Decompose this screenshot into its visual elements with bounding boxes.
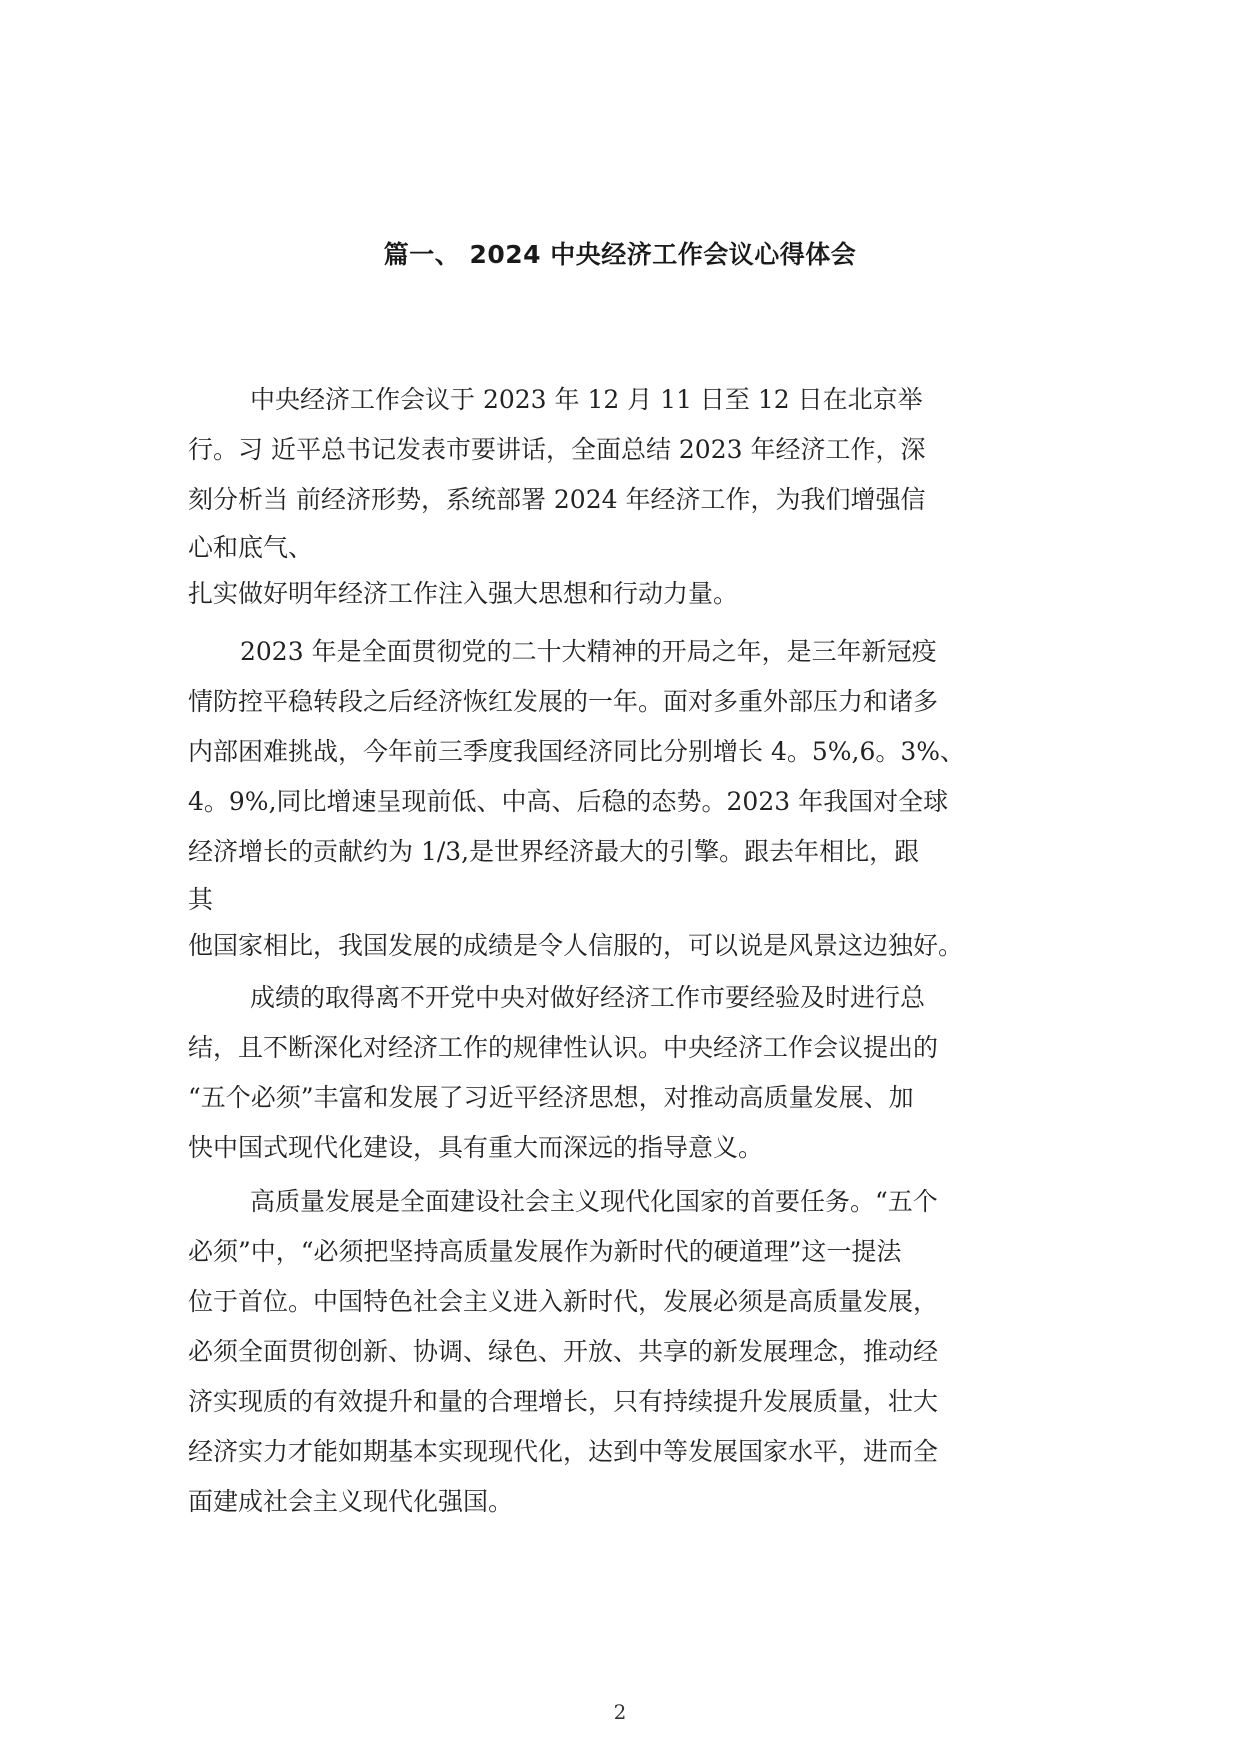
paragraph-line: 4。9%,同比增速呈现前低、中高、后稳的态势。2023 年我国对全球 bbox=[188, 787, 949, 816]
paragraph-line: 济实现质的有效提升和量的合理增长，只有持续提升发展质量，壮大 bbox=[188, 1387, 939, 1416]
page-number: 2 bbox=[613, 1700, 627, 1724]
paragraph-4 bbox=[188, 1177, 1048, 1527]
paragraph-line: 必须”中，“必须把坚持高质量发展作为新时代的硬道理”这一提法 bbox=[188, 1237, 902, 1266]
paragraph-line: 经济增长的贡献约为 1/3,是世界经济最大的引擎。跟去年相比，跟 bbox=[188, 837, 920, 866]
paragraph-line: 结，且不断深化对经济工作的规律性认识。中央经济工作会议提出的 bbox=[188, 1033, 939, 1062]
paragraph-line: 心和底气、 bbox=[188, 533, 314, 562]
paragraph-line: 快中国式现代化建设，具有重大而深远的指导意义。 bbox=[188, 1133, 764, 1162]
paragraph-line: 2023 年是全面贯彻党的二十大精神的开局之年，是三年新冠疫 bbox=[240, 637, 937, 666]
paragraph-line: 位于首位。中国特色社会主义进入新时代，发展必须是高质量发展， bbox=[188, 1287, 939, 1316]
paragraph-line: 面建成社会主义现代化强国。 bbox=[188, 1487, 514, 1516]
paragraph-line: 成绩的取得离不开党中央对做好经济工作市要经验及时进行总 bbox=[250, 983, 926, 1012]
paragraph-line: 其 bbox=[188, 885, 214, 914]
paragraph-line: “五个必须”丰富和发展了习近平经济思想，对推动高质量发展、加 bbox=[188, 1083, 914, 1112]
paragraph-line: 必须全面贯彻创新、协调、绿色、开放、共享的新发展理念，推动经 bbox=[188, 1337, 939, 1366]
paragraph-line: 扎实做好明年经济工作注入强大思想和行动力量。 bbox=[188, 579, 739, 608]
document-title: 篇一、 2024 中央经济工作会议心得体会 bbox=[383, 240, 857, 269]
paragraph-3 bbox=[188, 973, 1048, 1173]
paragraph-2 bbox=[188, 627, 1048, 969]
document-body bbox=[188, 375, 1048, 1527]
paragraph-line: 行。习 近平总书记发表市要讲话，全面总结 2023 年经济工作，深 bbox=[188, 435, 926, 464]
paragraph-line: 高质量发展是全面建设社会主义现代化国家的首要任务。“五个 bbox=[250, 1187, 938, 1216]
paragraph-line: 刻分析当 前经济形势，系统部署 2024 年经济工作，为我们增强信 bbox=[188, 485, 926, 514]
paragraph-line: 他国家相比，我国发展的成绩是令人信服的，可以说是风景这边独好。 bbox=[188, 931, 964, 960]
paragraph-1 bbox=[188, 375, 1048, 617]
paragraph-line: 中央经济工作会议于 2023 年 12 月 11 日至 12 日在北京举 bbox=[250, 385, 923, 414]
paragraph-line: 经济实力才能如期基本实现现代化，达到中等发展国家水平，进而全 bbox=[188, 1437, 939, 1466]
paragraph-line: 内部困难挑战，今年前三季度我国经济同比分别增长 4。5%,6。3%、 bbox=[188, 737, 966, 766]
paragraph-line: 情防控平稳转段之后经济恢红发展的一年。面对多重外部压力和诸多 bbox=[188, 687, 939, 716]
